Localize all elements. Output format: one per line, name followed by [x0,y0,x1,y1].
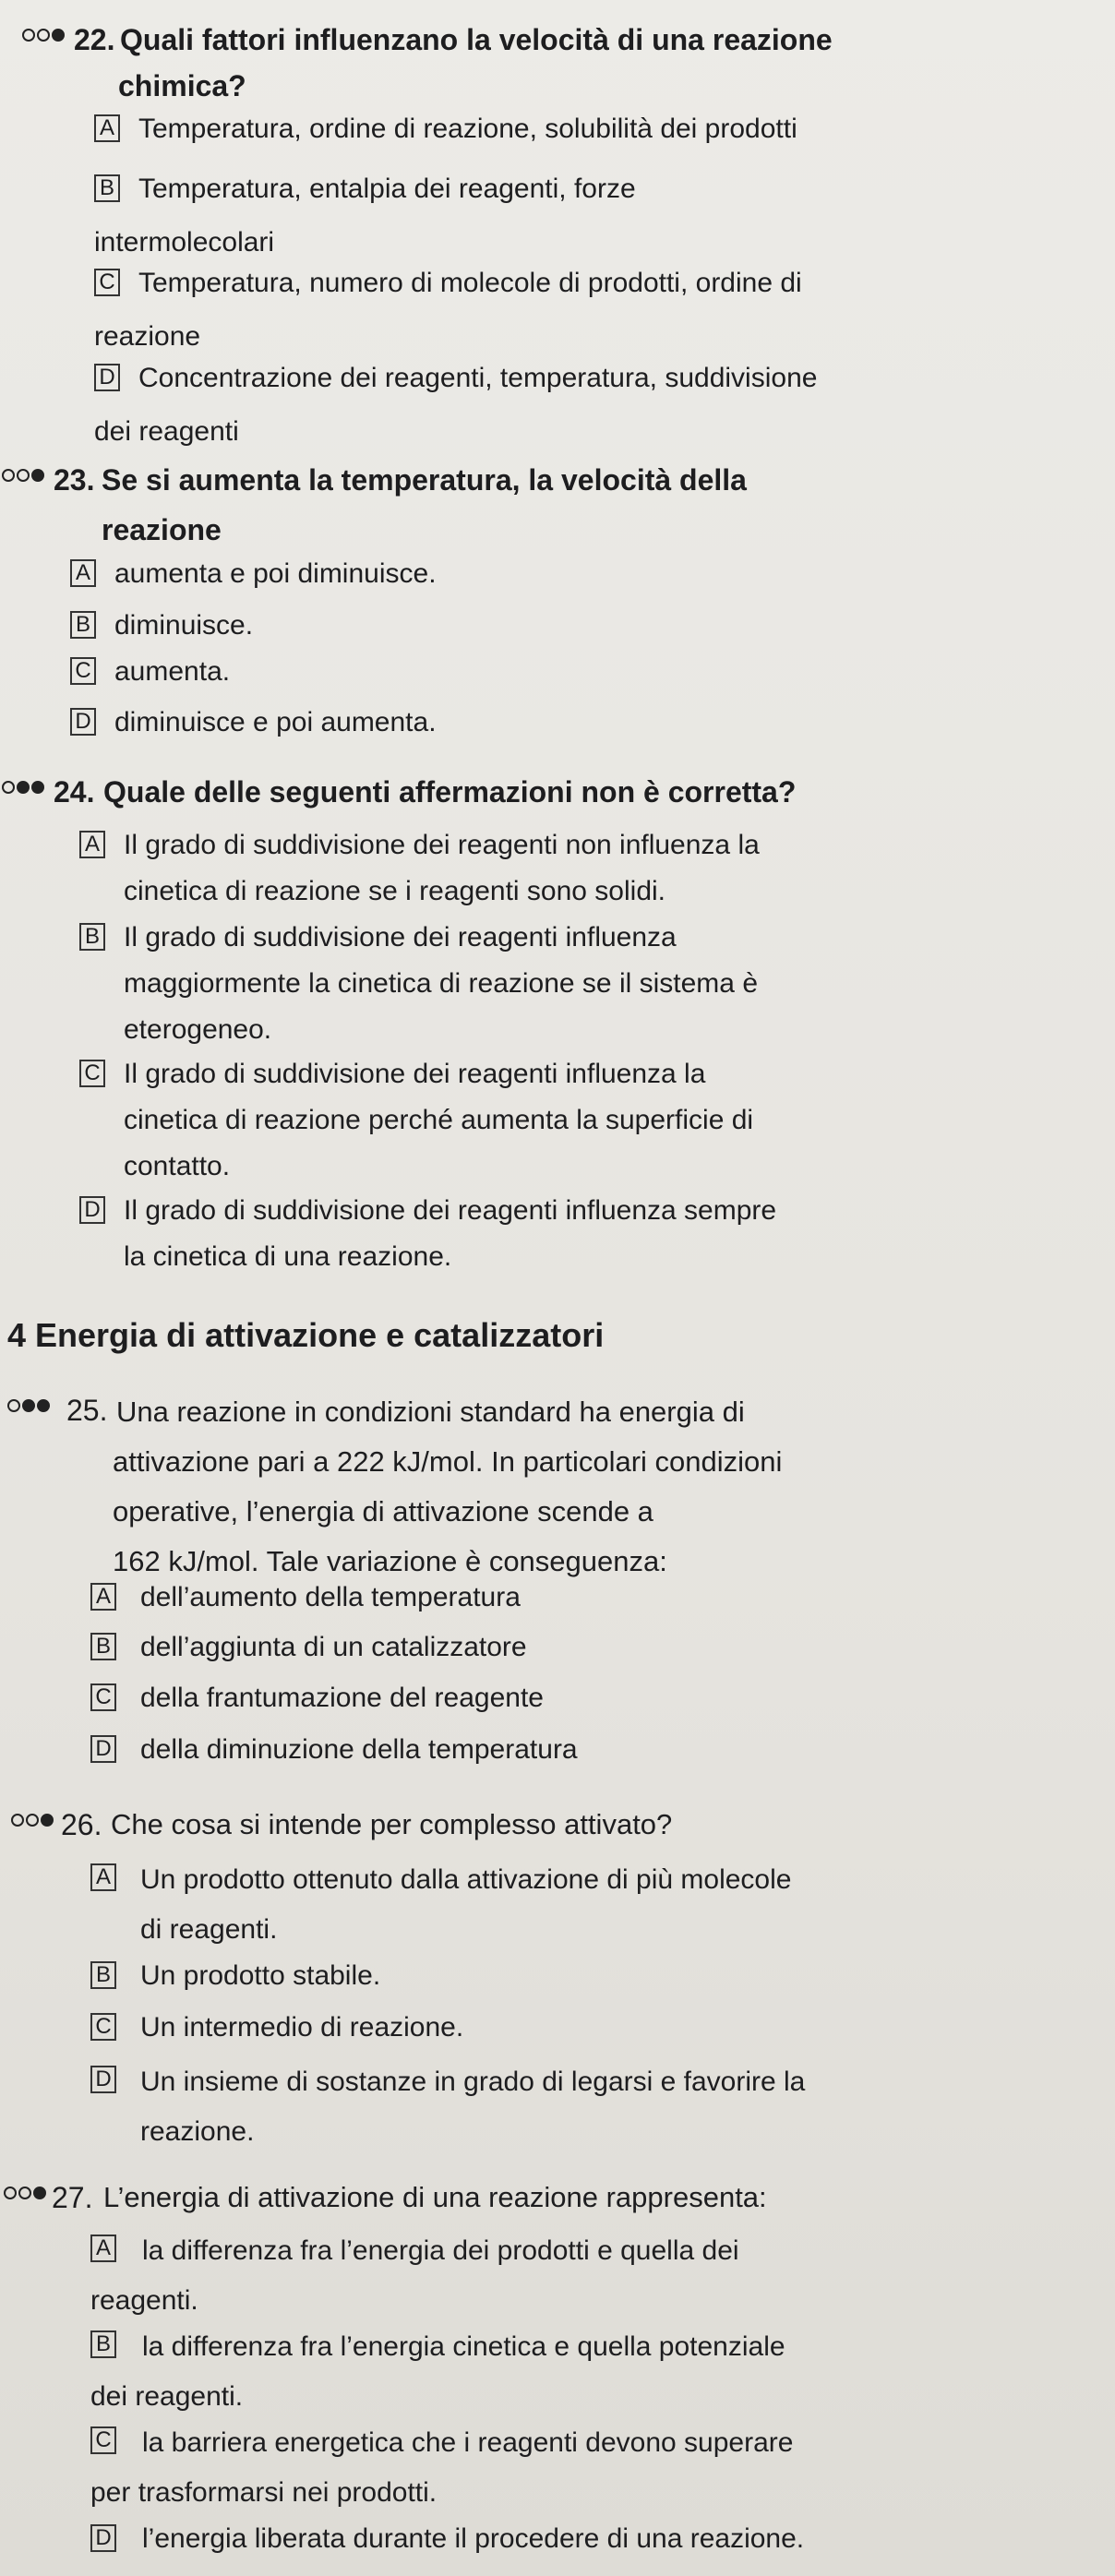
option-text-line: diminuisce e poi aumenta. [114,707,437,737]
option-text-line: maggiormente la cinetica di reazione se il sistema è [124,968,758,999]
option-letter-box: A [70,559,96,587]
question-text [103,2175,767,2221]
option-letter-box: D [90,1735,116,1763]
option-text-line: Il grado di suddivisione dei reagenti non influenza la [124,830,760,860]
difficulty-dots [2,464,44,486]
option-text-line: Un prodotto stabile. [140,1960,381,1991]
option-text [140,1953,380,1999]
option-text [140,1855,791,1955]
option-text-line: reazione. [140,2116,255,2147]
difficulty-dot-filled [33,2187,46,2199]
option-text [124,822,760,915]
option-text [90,2226,739,2326]
option-letter-box: A [90,2235,116,2262]
option-text-line: cinetica di reazione se i reagenti sono solidi. [124,876,666,906]
question-number: 24. [54,775,95,809]
option-text [124,915,758,1053]
option-text-line: Temperatura, ordine di reazione, solubilità dei prodotti [138,114,797,144]
option-text-line: diminuisce. [114,610,254,641]
option-text [140,1727,578,1773]
option-text [114,603,253,649]
option-text-line: l’energia liberata durante il procedere di una reazione. [142,2523,805,2554]
option-text-line: la differenza fra l’energia dei prodotti e quella dei [142,2235,739,2266]
difficulty-dot-filled [37,1399,50,1412]
option-text [140,2057,805,2157]
question-number: 25. [66,1394,108,1427]
option-letter-box: B [70,611,96,639]
option-text [90,2418,794,2518]
option-letter-box: D [70,708,96,736]
option-letter-box: A [90,1583,116,1611]
option-text-line: contatto. [124,1151,231,1181]
option-letter-box: C [70,657,96,685]
difficulty-dots [4,2182,46,2204]
option-letter-box: B [90,1633,116,1660]
option-letter-box: C [79,1060,105,1087]
difficulty-dot-empty [7,1399,20,1412]
option-text-line: dell’aumento della temperatura [140,1582,521,1612]
option-text [94,355,818,455]
option-text-line: la differenza fra l’energia cinetica e quella potenziale [142,2331,785,2362]
option-text [140,1675,544,1721]
question-number: 23. [54,463,95,497]
option-text-line: di reagenti. [140,1914,278,1945]
option-letter-box: C [90,2426,116,2454]
option-text-line: Il grado di suddivisione dei reagenti influenza [124,922,677,953]
option-text-line: per trasformarsi nei prodotti. [90,2477,438,2508]
option-text-line: dei reagenti [94,416,239,447]
option-letter-box: B [79,923,105,951]
option-text-line: aumenta e poi diminuisce. [114,558,437,589]
question-text-line: Se si aumenta la temperatura, la velocità della [102,463,747,497]
difficulty-dot-empty [11,1814,24,1827]
option-text [140,1575,521,1621]
question-number: 27. [52,2181,93,2214]
option-text-line: reazione [94,321,201,352]
option-text [124,1051,753,1190]
option-text [140,1624,527,1671]
option-text [142,2516,804,2562]
option-text [94,166,636,266]
difficulty-dot-filled [31,469,44,482]
difficulty-dot-filled [41,1814,54,1827]
option-letter-box: D [79,1196,105,1224]
option-text-line: Il grado di suddivisione dei reagenti influenza la [124,1059,706,1089]
difficulty-dots [2,776,44,798]
difficulty-dot-filled [31,781,44,794]
question-text-line: chimica? [118,69,246,102]
option-letter-box: D [90,2066,116,2093]
difficulty-dots [11,1809,54,1831]
question-number: 26. [61,1808,102,1841]
option-text-line: dell’aggiunta di un catalizzatore [140,1632,527,1662]
difficulty-dots [7,1395,50,1417]
difficulty-dot-empty [4,2187,17,2199]
option-text-line: dei reagenti. [90,2381,244,2412]
difficulty-dot-filled [22,1399,35,1412]
option-letter-box: A [90,1863,116,1891]
difficulty-dot-empty [2,469,15,482]
question-text [103,769,796,815]
question-text-line: reazione [102,513,222,546]
option-text [90,2322,785,2422]
option-text-line: della diminuzione della temperatura [140,1734,578,1765]
option-text-line: Concentrazione dei reagenti, temperatura, suddivisione [138,363,818,393]
option-text-line: eterogeneo. [124,1014,272,1045]
option-text-line: aumenta. [114,656,231,687]
difficulty-dot-filled [17,781,30,794]
difficulty-dot-empty [26,1814,39,1827]
option-text [114,551,437,597]
option-text-line: Il grado di suddivisione dei reagenti influenza sempre [124,1195,777,1226]
difficulty-dot-empty [2,781,15,794]
option-text-line: reagenti. [90,2285,198,2316]
option-text [114,649,230,695]
difficulty-dot-empty [22,29,35,42]
option-letter-box: B [94,174,120,202]
question-text [111,1802,672,1848]
option-text-line: Un prodotto ottenuto dalla attivazione di più molecole [140,1864,792,1895]
option-text [94,260,802,360]
question-text-line: Quale delle seguenti affermazioni non è corretta? [103,775,797,809]
question-text [102,457,747,553]
option-text [140,2005,463,2051]
difficulty-dots [22,24,65,46]
difficulty-dot-empty [18,2187,31,2199]
option-text-line: intermolecolari [94,227,275,258]
question-text-line: operative, l’energia di attivazione scende a [113,1495,653,1528]
option-letter-box: C [90,1683,116,1711]
question-text-line: Una reazione in condizioni standard ha energia di [116,1396,745,1428]
option-text-line: la cinetica di una reazione. [124,1241,452,1272]
question-text-line: attivazione pari a 222 kJ/mol. In particolari condizioni [113,1445,783,1478]
question-text-line: L’energia di attivazione di una reazione rappresenta: [103,2181,767,2213]
difficulty-dot-empty [17,469,30,482]
question-text [113,1387,783,1587]
option-text-line: Temperatura, entalpia dei reagenti, forze [138,174,636,204]
option-letter-box: D [94,364,120,391]
option-text-line: la barriera energetica che i reagenti devono superare [142,2427,794,2458]
option-text [114,700,437,746]
option-text-line: Un insieme di sostanze in grado di legarsi e favorire la [140,2067,806,2097]
option-letter-box: A [79,831,105,858]
option-text-line: della frantumazione del reagente [140,1683,544,1713]
option-letter-box: B [90,2330,116,2358]
section-title: 4 Energia di attivazione e catalizzatori [7,1316,605,1354]
difficulty-dot-empty [37,29,50,42]
question-text-line: 162 kJ/mol. Tale variazione è conseguenza: [113,1545,667,1577]
option-letter-box: B [90,1961,116,1989]
option-text [124,1188,776,1280]
option-text-line: Un intermedio di reazione. [140,2012,464,2043]
difficulty-dot-filled [52,29,65,42]
option-text [138,106,797,152]
option-text-line: cinetica di reazione perché aumenta la superficie di [124,1105,754,1135]
option-letter-box: C [94,269,120,296]
question-text-line: Che cosa si intende per complesso attivato? [111,1808,673,1840]
option-letter-box: C [90,2013,116,2041]
question-text-line: Quali fattori influenzano la velocità di una reazione [120,23,833,56]
option-letter-box: D [90,2524,116,2552]
question-text [120,17,833,109]
question-number: 22. [74,23,115,56]
option-text-line: Temperatura, numero di molecole di prodotti, ordine di [138,268,802,298]
option-letter-box: A [94,114,120,142]
